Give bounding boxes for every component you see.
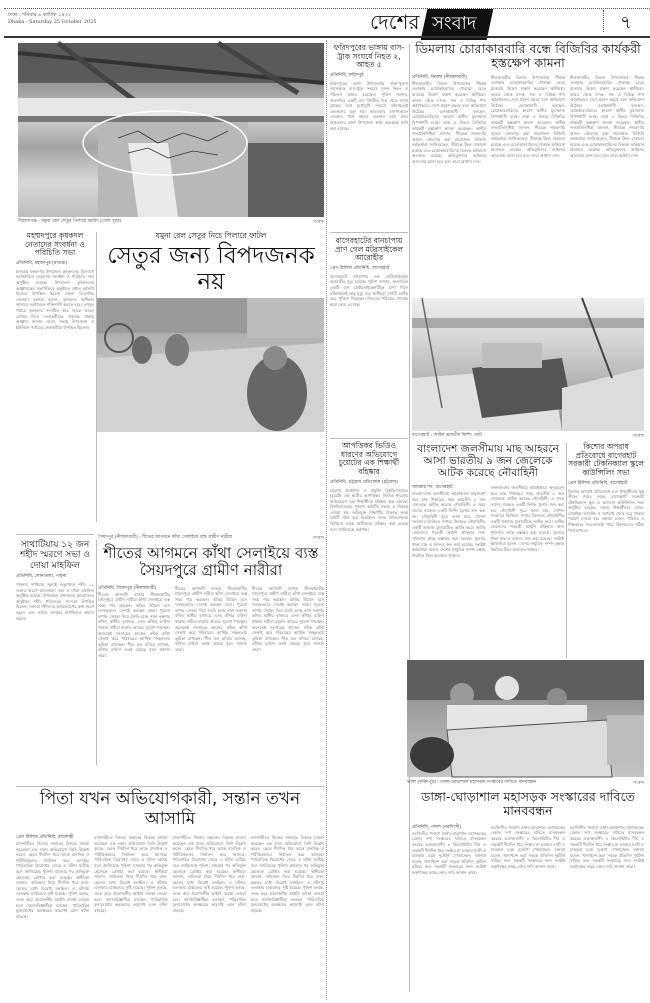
human-chain-photo-illustration	[407, 660, 644, 777]
article-dimla	[412, 42, 644, 215]
faridpur-headline[interactable]: ফরিদপুরের ভাঙ্গায় বাস-ট্রাক সংঘর্ষে নিহত ২, আহত ৫	[333, 43, 405, 70]
kantha-photo	[97, 298, 324, 432]
dimla-body-col3: নীলফামারীর ডিমলা উপজেলার সীমান্ত এলাকায় চোরাকারবারির দৌরাত্ম্য বেড়ে যাওয়ায় উদ্বেগ প্রকাশ করেছেন স্থানীয়রা। ভারত থেকে মাদক, গরু ও বিভিন্ন পণ্য অবৈধভাবে দেশে প্রবেশ করছে বলে অভিযোগ উঠেছে। এলাকাবাসী বলছেন, চোরাকারবারিদের কারণে স্থানীয় যুবসমাজ বিপথগামী হচ্ছে। তারা এ বিষয়ে বিজিবির কার্যকরী হস্তক্ষেপ কামনা করেছেন। স্থানীয় জনপ্রতিনিধিরা জানান, সীমান্তে নজরদারি আরও জোরদার করা প্রয়োজন। বিজিবি কর্মকর্তারা জানিয়েছেন, সীমান্তে টহল বাড়ানো হয়েছে এবং চোরাকারবারিদের বিরুদ্ধে অভিযান অব্যাহত রয়েছে। অভিযুক্তদের আইনের আওতায় আনা হবে বলে তারা আশ্বাস দেন।	[570, 74, 644, 159]
dimla-headline[interactable]: ডিমলায় চোরাকারবারি বন্ধে বিজিবির কার্যকরী হস্তক্ষেপ কামনা	[415, 41, 641, 71]
page-number-divider	[603, 10, 604, 32]
mohanpur-byline: প্রতিনিধি, মহম্মদপুর (মাগুরা)	[16, 260, 68, 266]
dimla-body-col2: নীলফামারীর ডিমলা উপজেলার সীমান্ত এলাকায় চোরাকারবারির দৌরাত্ম্য বেড়ে যাওয়ায় উদ্বেগ প্রকাশ করেছেন স্থানীয়রা। ভারত থেকে মাদক, গরু ও বিভিন্ন পণ্য অবৈধভাবে দেশে প্রবেশ করছে বলে অভিযোগ উঠেছে। এলাকাবাসী বলছেন, চোরাকারবারিদের কারণে স্থানীয় যুবসমাজ বিপথগামী হচ্ছে। তারা এ বিষয়ে বিজিবির কার্যকরী হস্তক্ষেপ কামনা করেছেন। স্থানীয় জনপ্রতিনিধিরা জানান, সীমান্তে নজরদারি আরও জোরদার করা প্রয়োজন। বিজিবি কর্মকর্তারা জানিয়েছেন, সীমান্তে টহল বাড়ানো হয়েছে এবং চোরাকারবারিদের বিরুদ্ধে অভিযান অব্যাহত রয়েছে। অভিযুক্তদের আইনের আওতায় আনা হবে বলে তারা আশ্বাস দেন।	[491, 74, 565, 159]
article-faridpur	[330, 44, 408, 221]
dhanga-body-col1: নরসিংদীর পলাশে ডাঙ্গা-ঘোড়াশাল মহাসড়কের বেহাল দশা সংস্কারের দাবিতে মানববন্ধন করেছে এলাকাবাসী। ৮ কিলোমিটার দীর্ঘ এ সড়কটি দীর্ঘদিন ধরে সংস্কার না হওয়ায় যাত্রী ও চালকরা চরম দুর্ভোগ পোহাচ্ছেন। বক্তারা বলেন, খানাখন্দে ভরা সড়কে প্রতিদিন দুর্ঘটনা ঘটছে। দ্রুত সড়কটি সংস্কারের জন্য সংশ্লিষ্ট কর্তৃপক্ষের কাছে জোর দাবি জানান তারা।	[412, 830, 486, 875]
fishing-byline: আবরার শব, বাগেরহাট	[412, 485, 453, 491]
article-bagerhat-motorcycle	[330, 237, 408, 404]
dimla-body-col1: নীলফামারীর ডিমলা উপজেলার সীমান্ত এলাকায় চোরাকারবারির দৌরাত্ম্য বেড়ে যাওয়ায় উদ্বেগ প্রকাশ করেছেন স্থানীয়রা। ভারত থেকে মাদক, গরু ও বিভিন্ন পণ্য অবৈধভাবে দেশে প্রবেশ করছে বলে অভিযোগ উঠেছে। এলাকাবাসী বলছেন, চোরাকারবারিদের কারণে স্থানীয় যুবসমাজ বিপথগামী হচ্ছে। তারা এ বিষয়ে বিজিবির কার্যকরী হস্তক্ষেপ কামনা করেছেন। স্থানীয় জনপ্রতিনিধিরা জানান, সীমান্তে নজরদারি আরও জোরদার করা প্রয়োজন। বিজিবি কর্মকর্তারা জানিয়েছেন, সীমান্তে টহল বাড়ানো হয়েছে এবং চোরাকারবারিদের বিরুদ্ধে অভিযান অব্যাহত রয়েছে। অভিযুক্তদের আইনের আওতায় আনা হবে বলে তারা আশ্বাস দেন।	[412, 80, 486, 165]
father-body-col1: রাজশাহীতে নিজের সন্তানের বিরুদ্ধে মামলা করেছেন এক বাবা। অভিযোগে তিনি উল্লেখ করেন, ছেলে দীর্ঘদিন ধরে তাকে মানসিক ও শারীরিকভাবে নির্যাতন করে আসছে। পারিবারিক বিরোধের জেরে এ ঘটনা ঘটেছে বলে জানিয়েছে পুলিশ। মামলার পর অভিযুক্ত ছেলেকে গ্রেপ্তার করা হয়েছে। স্থানীয়রা জানান, জমিজমা নিয়ে দীর্ঘদিন ধরে বাবা-ছেলের মধ্যে বিরোধ চলছিল। এ ঘটনায় এলাকায় চাঞ্চল্যের সৃষ্টি হয়েছে। পুলিশ বলছে, তদন্ত করে প্রয়োজনীয় আইনি ব্যবস্থা নেওয়া হবে। সমাজবিজ্ঞানীরা বলছেন, পারিবারিক মূল্যবোধের অবক্ষয়ের কারণেই এমন ঘটনা বাড়ছে।	[16, 841, 90, 919]
bridge-photo	[18, 43, 324, 217]
bridge-headline[interactable]: সেতুর জন্য বিপদজনক নয়	[107, 242, 315, 296]
section-divider	[16, 786, 324, 787]
teacher-body: চট্টগ্রাম প্রকৌশল ও প্রযুক্তি বিশ্ববিদ্যালয়ের (চুয়েট) এক ছাত্রীর আপত্তিকর ভিডিও ধারণের অভিযোগে এক শিক্ষার্থীকে বহিষ্কার করা হয়েছে। বিশ্ববিদ্যালয়ের শৃঙ্খলা কমিটির সভায় এ সিদ্ধান্ত নেওয়া হয়। অভিযুক্ত শিক্ষার্থীর বিরুদ্ধে তদন্ত কমিটি গঠন করা হয়েছিল। তদন্ত প্রতিবেদনের ভিত্তিতে তাকে স্থায়ীভাবে বহিষ্কার করা হয়েছে বলে জানিয়েছে কর্তৃপক্ষ।	[330, 487, 408, 532]
teacher-headline[interactable]: আপত্তিকর ভিডিও ধারণের অভিযোগে চুয়েটের এক শিক্ষার্থী বহিষ্কার	[338, 441, 400, 476]
fishing-photo-credit: সংবাদ	[632, 434, 644, 439]
kantha-photo-credit: সংবাদ	[312, 536, 324, 541]
father-body-col2: রাজশাহীতে নিজের সন্তানের বিরুদ্ধে মামলা করেছেন এক বাবা। অভিযোগে তিনি উল্লেখ করেন, ছেলে দীর্ঘদিন ধরে তাকে মানসিক ও শারীরিকভাবে নির্যাতন করে আসছে। পারিবারিক বিরোধের জেরে এ ঘটনা ঘটেছে বলে জানিয়েছে পুলিশ। মামলার পর অভিযুক্ত ছেলেকে গ্রেপ্তার করা হয়েছে। স্থানীয়রা জানান, জমিজমা নিয়ে দীর্ঘদিন ধরে বাবা-ছেলের মধ্যে বিরোধ চলছিল। এ ঘটনায় এলাকায় চাঞ্চল্যের সৃষ্টি হয়েছে। পুলিশ বলছে, তদন্ত করে প্রয়োজনীয় আইনি ব্যবস্থা নেওয়া হবে। সমাজবিজ্ঞানীরা বলছেন, পারিবারিক মূল্যবোধের অবক্ষয়ের কারণেই এমন ঘটনা বাড়ছে।	[94, 835, 168, 913]
bagerhat-tech-headline[interactable]: কিশোর অপরাধ প্রতিরোধে বাগেরহাট সরকারী টেকনিক্যাল স্কুলে কাউন্সিলিং সভা	[568, 442, 644, 477]
dhanga-headline[interactable]: ডাঙ্গা-ঘোড়াশাল মহাসড়ক সংস্কারের দাবিতে মানববন্ধন	[421, 789, 635, 819]
date-bangla: ঢাকা : শনিবার ৯ কার্তিক ১৪৩২	[8, 12, 72, 18]
father-body-col4: রাজশাহীতে নিজের সন্তানের বিরুদ্ধে মামলা করেছেন এক বাবা। অভিযোগে তিনি উল্লেখ করেন, ছেলে দীর্ঘদিন ধরে তাকে মানসিক ও শারীরিকভাবে নির্যাতন করে আসছে। পারিবারিক বিরোধের জেরে এ ঘটনা ঘটেছে বলে জানিয়েছে পুলিশ। মামলার পর অভিযুক্ত ছেলেকে গ্রেপ্তার করা হয়েছে। স্থানীয়রা জানান, জমিজমা নিয়ে দীর্ঘদিন ধরে বাবা-ছেলের মধ্যে বিরোধ চলছিল। এ ঘটনায় এলাকায় চাঞ্চল্যের সৃষ্টি হয়েছে। পুলিশ বলছে, তদন্ত করে প্রয়োজনীয় আইনি ব্যবস্থা নেওয়া হবে। সমাজবিজ্ঞানীরা বলছেন, পারিবারিক মূল্যবোধের অবক্ষয়ের কারণেই এমন ঘটনা বাড়ছে।	[250, 835, 324, 913]
father-body-col3: রাজশাহীতে নিজের সন্তানের বিরুদ্ধে মামলা করেছেন এক বাবা। অভিযোগে তিনি উল্লেখ করেন, ছেলে দীর্ঘদিন ধরে তাকে মানসিক ও শারীরিকভাবে নির্যাতন করে আসছে। পারিবারিক বিরোধের জেরে এ ঘটনা ঘটেছে বলে জানিয়েছে পুলিশ। মামলার পর অভিযুক্ত ছেলেকে গ্রেপ্তার করা হয়েছে। স্থানীয়রা জানান, জমিজমা নিয়ে দীর্ঘদিন ধরে বাবা-ছেলের মধ্যে বিরোধ চলছিল। এ ঘটনায় এলাকায় চাঞ্চল্যের সৃষ্টি হয়েছে। পুলিশ বলছে, তদন্ত করে প্রয়োজনীয় আইনি ব্যবস্থা নেওয়া হবে। সমাজবিজ্ঞানীরা বলছেন, পারিবারিক মূল্যবোধের অবক্ষয়ের কারণেই এমন ঘটনা বাড়ছে।	[172, 835, 246, 913]
human-chain-photo-credit: সংবাদ	[632, 781, 644, 786]
masthead-bottom-rule	[4, 36, 650, 38]
column-divider	[566, 443, 567, 658]
article-fishing	[412, 443, 564, 675]
sathia-body: পাবনার সাথিয়ায় জুলাই অভ্যুত্থানে শহীদ ১২ জনের স্মরণে আলোচনা সভা ও দোয়া মাহফিল অনুষ্ঠিত হয়েছে। উপজেলা প্রশাসনের আয়োজনে অনুষ্ঠানে শহীদ পরিবারের সদস্যরা উপস্থিত ছিলেন। বক্তারা শহীদদের আত্মত্যাগের কথা স্মরণ করেন এবং তাদের আত্মার মাগফিরাত কামনা করেন।	[16, 582, 94, 621]
faridpur-byline: প্রতিনিধি, ফরিদপুর	[330, 72, 364, 78]
kantha-photo-illustration	[97, 298, 324, 432]
section-title-part2: সংবাদ	[420, 9, 493, 40]
bridge-photo-illustration	[18, 43, 324, 217]
bagerhat-tech-body: কিশোর অপরাধ প্রতিরোধে এবং শিক্ষার্থীদের সুস্থ জীবন গড়ার লক্ষ্যে বাগেরহাট সরকারী টেকনিক্যাল স্কুল ও কলেজে কাউন্সিলিং সভা অনুষ্ঠিত হয়েছে। সভায় শিক্ষার্থীদের মাদক, মোবাইল আসক্তি ও অপরাধ থেকে দূরে থাকার পরামর্শ দেওয়া হয়। বক্তারা বলেন, পরিবার ও শিক্ষকদের সচেতনতাই পারে কিশোরদের সঠিক পথে রাখতে।	[568, 488, 644, 533]
fishing-body-col1: বাংলাদেশের জলসীমায় অবৈধভাবে অনুপ্রবেশ করে মাছ শিকারের সময় ভারতীয় ৯ জন জেলেকে আটক করেছে নৌবাহিনী। এ সময় তাদের ব্যবহৃত একটি ফিশিং ট্রলার জব্দ করা হয়। নৌবাহিনী সূত্রে জানা যায়, গোপন সংবাদের ভিত্তিতে সাগরে টহলরত নৌবাহিনীর একটি জাহাজ ট্রলারটিকে আটক করে। আটক জেলেদের পরবর্তী আইনি প্রক্রিয়ার জন্য পুলিশের কাছে হস্তান্তর করা হয়েছে। ট্রলারে থাকা মাছ ও জালও জব্দ করা হয়েছে। সংশ্লিষ্ট কর্মকর্তারা বলেন, দেশের সামুদ্রিক সম্পদ রক্ষায় নিয়মিত টহল অব্যাহত থাকবে।	[412, 491, 486, 558]
column-divider	[96, 540, 97, 765]
kantha-headline[interactable]: শীতের আগমনে কাঁথা সেলাইয়ে ব্যস্ত সৈয়দপুরে গ্রামীণ নারীরা	[103, 544, 319, 580]
kantha-body-col2: শীতের আগমনী বার্তায় নীলফামারীর সৈয়দপুরে গ্রামীণ নারীরা কাঁথা সেলাইয়ে ব্যস্ত সময় পার করছেন। বাড়ির উঠানে বসে দলবদ্ধভাবে সেলাই করছেন তারা। পুরনো কাপড় জোড়া দিয়ে তৈরি হচ্ছে নানা নকশার কাঁথা। স্থানীয় বাজারে এসব কাঁথার চাহিদা থাকায় নারীরা বাড়তি আয়ের সুযোগ পাচ্ছেন। অনেকেই সংসারের কাজের ফাঁকে কাঁথা সেলাই করে পরিবারের আর্থিক সচ্ছলতায় ভূমিকা রাখছেন। শীত যত ঘনিয়ে আসছে, কাঁথার চাহিদা ততই বাড়ছে বলে জানান তারা।	[175, 585, 247, 653]
bridge-photo-caption: সিরাজগঞ্জ : যমুনা রেল সেতুর পিলারে ফাটল (গোল বৃত্তে)	[18, 219, 122, 224]
teacher-byline: প্রতিনিধি, চট্টগ্রাম প্রতিবেদক (চট্টগ্রাম)	[330, 479, 398, 485]
article-kantha	[98, 545, 324, 762]
dhanga-byline: প্রতিনিধি, পলাশ (নরসিংদী)	[412, 824, 461, 830]
kantha-byline: প্রতিনিধি, সৈয়দপুর (নীলফামারী)	[98, 585, 157, 591]
bagerhat-motorcycle-body: বাগেরহাটে বাসচাপায় এক মোটরসাইকেল আরোহীর মৃত্যু হয়েছে। পুলিশ জানায়, দ্রুতগতির একটি বাস মোটরসাইকেলটিকে চাপা দিলে ঘটনাস্থলেই তার মৃত্যু হয়। স্থানীয়রা বাসটি আটক করে পুলিশে দিয়েছেন। নিহতের পরিবারে শোকের ছায়া নেমে এসেছে।	[330, 273, 408, 307]
kantha-body-col1: শীতের আগমনী বার্তায় নীলফামারীর সৈয়দপুরে গ্রামীণ নারীরা কাঁথা সেলাইয়ে ব্যস্ত সময় পার করছেন। বাড়ির উঠানে বসে দলবদ্ধভাবে সেলাই করছেন তারা। পুরনো কাপড় জোড়া দিয়ে তৈরি হচ্ছে নানা নকশার কাঁথা। স্থানীয় বাজারে এসব কাঁথার চাহিদা থাকায় নারীরা বাড়তি আয়ের সুযোগ পাচ্ছেন। অনেকেই সংসারের কাজের ফাঁকে কাঁথা সেলাই করে পরিবারের আর্থিক সচ্ছলতায় ভূমিকা রাখছেন। শীত যত ঘনিয়ে আসছে, কাঁথার চাহিদা ততই বাড়ছে বলে জানান তারা।	[98, 591, 170, 659]
article-bagerhat-tech	[568, 443, 644, 659]
section-title-part1: দেশের	[370, 10, 420, 34]
masthead-date	[8, 12, 96, 26]
human-chain-photo	[407, 660, 644, 777]
masthead-top-rule	[4, 8, 650, 9]
fishing-body-col2: বাংলাদেশের জলসীমায় অবৈধভাবে অনুপ্রবেশ করে মাছ শিকারের সময় ভারতীয় ৯ জন জেলেকে আটক করেছে নৌবাহিনী। এ সময় তাদের ব্যবহৃত একটি ফিশিং ট্রলার জব্দ করা হয়। নৌবাহিনী সূত্রে জানা যায়, গোপন সংবাদের ভিত্তিতে সাগরে টহলরত নৌবাহিনীর একটি জাহাজ ট্রলারটিকে আটক করে। আটক জেলেদের পরবর্তী আইনি প্রক্রিয়ার জন্য পুলিশের কাছে হস্তান্তর করা হয়েছে। ট্রলারে থাকা মাছ ও জালও জব্দ করা হয়েছে। সংশ্লিষ্ট কর্মকর্তারা বলেন, দেশের সামুদ্রিক সম্পদ রক্ষায় নিয়মিত টহল অব্যাহত থাকবে।	[490, 485, 564, 552]
mohanpur-body: মাগুরার মহম্মদপুর উপজেলা কৃষকদলের উদ্যোগে নবনির্বাচিত নেতাদের সংবর্ধনা ও পরিচিতি সভা অনুষ্ঠিত হয়েছে। উপজেলা কৃষকদলের আহ্বায়কের সভাপতিত্বে অনুষ্ঠানে প্রধান অতিথি হিসেবে উপস্থিত ছিলেন জেলা বিএনপির নেতারা। বক্তারা বলেন, কৃষকদের অধিকার আদায়ে সংগঠনকে শক্তিশালী করতে হবে। তৃণমূল পর্যায়ে কৃষকদের সংগঠিত করে দলকে আরও এগিয়ে নিতে নেতাকর্মীদের ঐক্যবদ্ধ থাকার আহ্বান জানান তারা। সভায় উপজেলা ও ইউনিয়ন পর্যায়ের নেতাকর্মীরা উপস্থিত ছিলেন।	[16, 268, 94, 330]
section-divider	[330, 232, 408, 233]
kantha-body-col3: শীতের আগমনী বার্তায় নীলফামারীর সৈয়দপুরে গ্রামীণ নারীরা কাঁথা সেলাইয়ে ব্যস্ত সময় পার করছেন। বাড়ির উঠানে বসে দলবদ্ধভাবে সেলাই করছেন তারা। পুরনো কাপড় জোড়া দিয়ে তৈরি হচ্ছে নানা নকশার কাঁথা। স্থানীয় বাজারে এসব কাঁথার চাহিদা থাকায় নারীরা বাড়তি আয়ের সুযোগ পাচ্ছেন। অনেকেই সংসারের কাজের ফাঁকে কাঁথা সেলাই করে পরিবারের আর্থিক সচ্ছলতায় ভূমিকা রাখছেন। শীত যত ঘনিয়ে আসছে, কাঁথার চাহিদা ততই বাড়ছে বলে জানান তারা।	[252, 585, 324, 653]
column-divider	[409, 44, 410, 474]
page-number: ৭	[620, 12, 632, 33]
bagerhat-motorcycle-headline[interactable]: বাগেরহাটের বানচাপায় প্রাণ গেল মটরসাইকেল আরোহীর	[335, 236, 403, 263]
human-chain-photo-caption: ভাঙ্গা (ফরিদপুর) : ডাঙ্গা-ঘোড়াশাল মহাসড়ক সংস্কারের দাবিতে মানববন্ধন	[407, 780, 537, 785]
mohanpur-headline[interactable]: মহম্মদপুরে কৃষকদল নেতাদের সংবর্ধনা ও পরিচিতি সভা	[25, 231, 85, 258]
bagerhat-motorcycle-byline: প্রেস রিলিজ প্রতিনিধি, বাগেরহাট	[330, 265, 390, 271]
date-english: Dhaka : Saturday 25 October 2025	[8, 19, 97, 25]
dhanga-body-col3: নরসিংদীর পলাশে ডাঙ্গা-ঘোড়াশাল মহাসড়কের বেহাল দশা সংস্কারের দাবিতে মানববন্ধন করেছে এলাকাবাসী। ৮ কিলোমিটার দীর্ঘ এ সড়কটি দীর্ঘদিন ধরে সংস্কার না হওয়ায় যাত্রী ও চালকরা চরম দুর্ভোগ পোহাচ্ছেন। বক্তারা বলেন, খানাখন্দে ভরা সড়কে প্রতিদিন দুর্ঘটনা ঘটছে। দ্রুত সড়কটি সংস্কারের জন্য সংশ্লিষ্ট কর্তৃপক্ষের কাছে জোর দাবি জানান তারা।	[570, 824, 644, 869]
kantha-photo-caption: সৈয়দপুর (নীলফামারী) : শীতের আগমনে কাঁথা সেলাইয়ে ব্যস্ত গ্রামীণ নারীরা	[98, 535, 233, 540]
father-byline: প্রেস রিলিজ প্রতিনিধি, রাজশাহী	[16, 835, 74, 841]
article-mohanpur	[16, 232, 94, 529]
page-column-divider	[326, 40, 327, 1000]
bagerhat-tech-byline: প্রেস রিলিজ প্রতিনিধি, বাগেরহাট	[568, 480, 628, 486]
dhanga-body-col2: নরসিংদীর পলাশে ডাঙ্গা-ঘোড়াশাল মহাসড়কের বেহাল দশা সংস্কারের দাবিতে মানববন্ধন করেছে এলাকাবাসী। ৮ কিলোমিটার দীর্ঘ এ সড়কটি দীর্ঘদিন ধরে সংস্কার না হওয়ায় যাত্রী ও চালকরা চরম দুর্ভোগ পোহাচ্ছেন। বক্তারা বলেন, খানাখন্দে ভরা সড়কে প্রতিদিন দুর্ঘটনা ঘটছে। দ্রুত সড়কটি সংস্কারের জন্য সংশ্লিষ্ট কর্তৃপক্ষের কাছে জোর দাবি জানান তারা।	[491, 824, 565, 869]
bridge-photo-credit: সংবাদ	[312, 220, 324, 225]
bridge-kicker: যমুনা রেল সেতুর নিচে পিলারে ফাটল	[155, 231, 267, 240]
sathia-byline: প্রতিনিধি, সোনাতলা, পাবনা	[16, 574, 67, 580]
article-sathia	[16, 540, 94, 752]
fishing-photo-caption: বাগেরহাট : আটক ভারতীয় ফিশিং বোট	[412, 433, 482, 438]
dimla-byline: প্রতিনিধি, ডিমলা (নীলফামারী)	[412, 74, 467, 80]
fishing-headline[interactable]: বাংলাদেশ জলসীমায় মাছ আহরনে আসা ভারতীয় ৯ জন জেলেকে আটক করেছে নৌবাহিনী	[417, 443, 559, 480]
fishing-photo-illustration	[412, 298, 644, 431]
sathia-headline[interactable]: সাথাটিয়ায় ১২ জন শহীদ স্মরণে সভা ও দোয়া মাহফিল	[20, 540, 90, 571]
father-headline[interactable]: পিতা যখন অভিযোগকারী, সন্তান তখন আসামি	[39, 789, 301, 829]
article-teacher	[330, 442, 408, 958]
faridpur-body: ফরিদপুরের ভাঙ্গা উপজেলায় ঢাকা-খুলনা মহাসড়কে বাস-ট্রাক সংঘর্ষে দুজন নিহত ও পাঁচজন আহত হয়েছেন। পুলিশ জানায়, দ্রুতগতির একটি বাস বিপরীত দিক থেকে আসা ট্রাকের সঙ্গে মুখোমুখি সংঘর্ষে ঘটনাস্থলেই একজনের মৃত্যু হয়। আহতদের হাসপাতালে নেওয়ার পথে আরও একজন মারা যান। আহতদের ভাঙ্গা উপজেলা স্বাস্থ্য কমপ্লেক্সে ভর্তি করা হয়েছে।	[330, 80, 408, 131]
fishing-boat-photo	[412, 298, 644, 431]
section-divider	[16, 534, 94, 535]
article-father	[16, 790, 324, 1001]
article-dhanga	[412, 790, 644, 991]
section-divider	[330, 438, 408, 439]
